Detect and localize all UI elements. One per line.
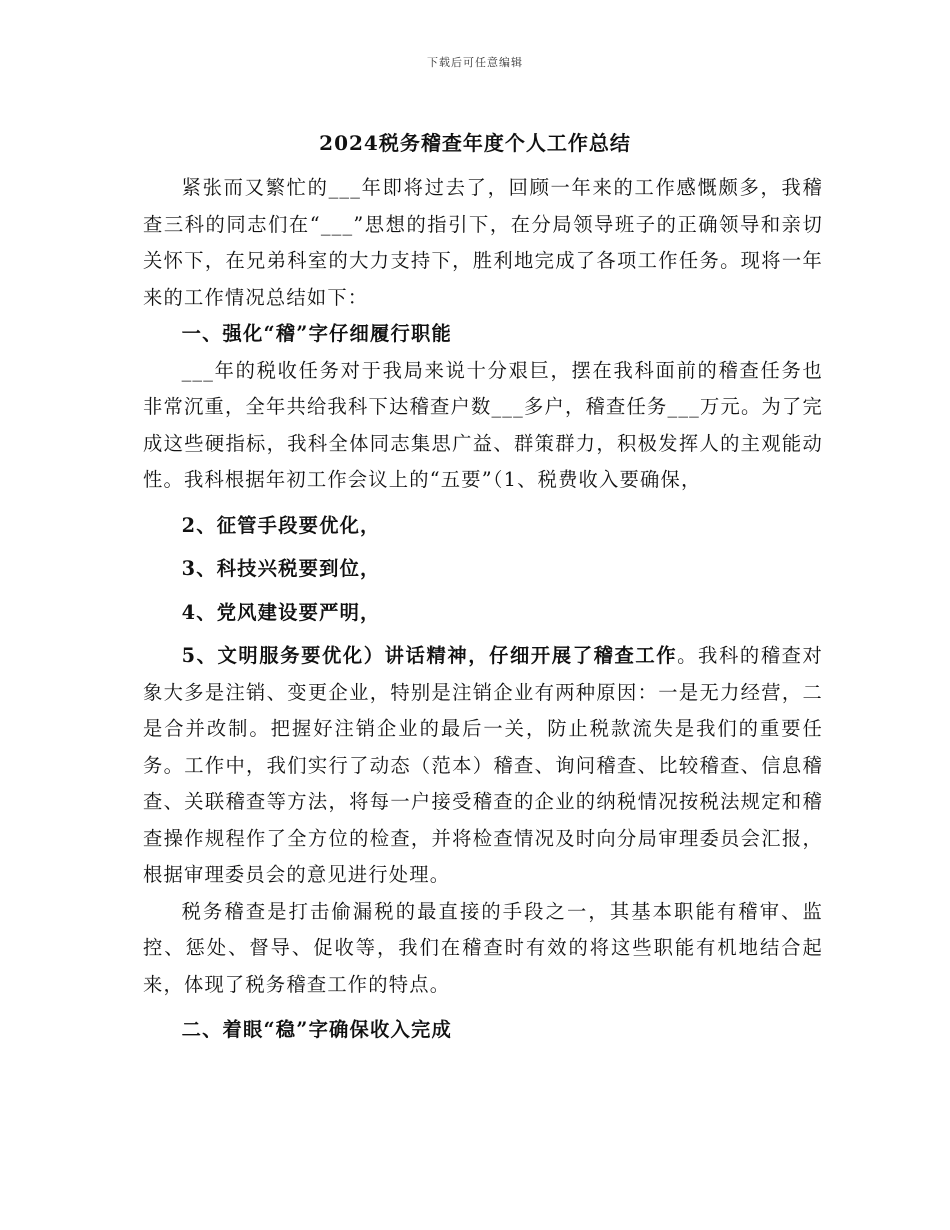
- intro-paragraph: 紧张而又繁忙的___年即将过去了，回顾一年来的工作感慨颇多，我稽查三科的同志们在“___”思想的指引下，在分局领导班子的正确领导和亲切关怀下，在兄弟科室的大力支持下，胜利地完成了各项工作任务。现将一年来的工作情况总结如下：: [143, 176, 823, 309]
- document-title: 2024税务稽查年度个人工作总结: [319, 131, 631, 155]
- list-item-2: 2、征管手段要优化，: [181, 513, 381, 537]
- page-header-note: 下载后可任意编辑: [427, 56, 523, 69]
- section-1-paragraph: ___年的税收任务对于我局来说十分艰巨，摆在我科面前的稽查任务也非常沉重，全年共给我科下达稽查户数___多户，稽查任务___万元。为了完成这些硬指标，我科全体同志集思广益、群策群力，积极发挥人的主观能动性。我科根据年初工作会议上的“五要”（1、税费收入要确保，: [143, 358, 823, 491]
- functions-paragraph: 税务稽查是打击偷漏税的最直接的手段之一，其基本职能有稽审、监控、惩处、督导、促收等，我们在稽查时有效的将这些职能有机地结合起来，体现了税务稽查工作的特点。: [143, 899, 823, 996]
- list-item-4: 4、党风建设要严明，: [181, 600, 381, 624]
- list-item-3: 3、科技兴税要到位，: [181, 557, 381, 580]
- list-item-5-text: 。我科的稽查对象大多是注销、变更企业，特别是注销企业有两种原因：一是无力经营，二是合并改制。把握好注销企业的最后一关，防止税款流失是我们的重要任务。工作中，我们实行了动态（范本）稽查、询问稽查、比较稽查、信息稽查、关联稽查等方法，将每一户接受稽查的企业的纳税情况按税法规定和稽查操作规程作了全方位的检查，并将检查情况及时向分局审理委员会汇报，根据审理委员会的意见进行处理。: [143, 644, 823, 886]
- section-2-heading: 二、着眼“稳”字确保收入完成: [181, 1018, 452, 1041]
- section-1-heading: 一、强化“稽”字仔细履行职能: [181, 322, 452, 345]
- list-item-5-paragraph: [143, 638, 823, 894]
- list-item-5-bold: 5、文明服务要优化）讲话精神，仔细开展了稽查工作: [181, 644, 678, 667]
- document-body: [143, 170, 823, 1056]
